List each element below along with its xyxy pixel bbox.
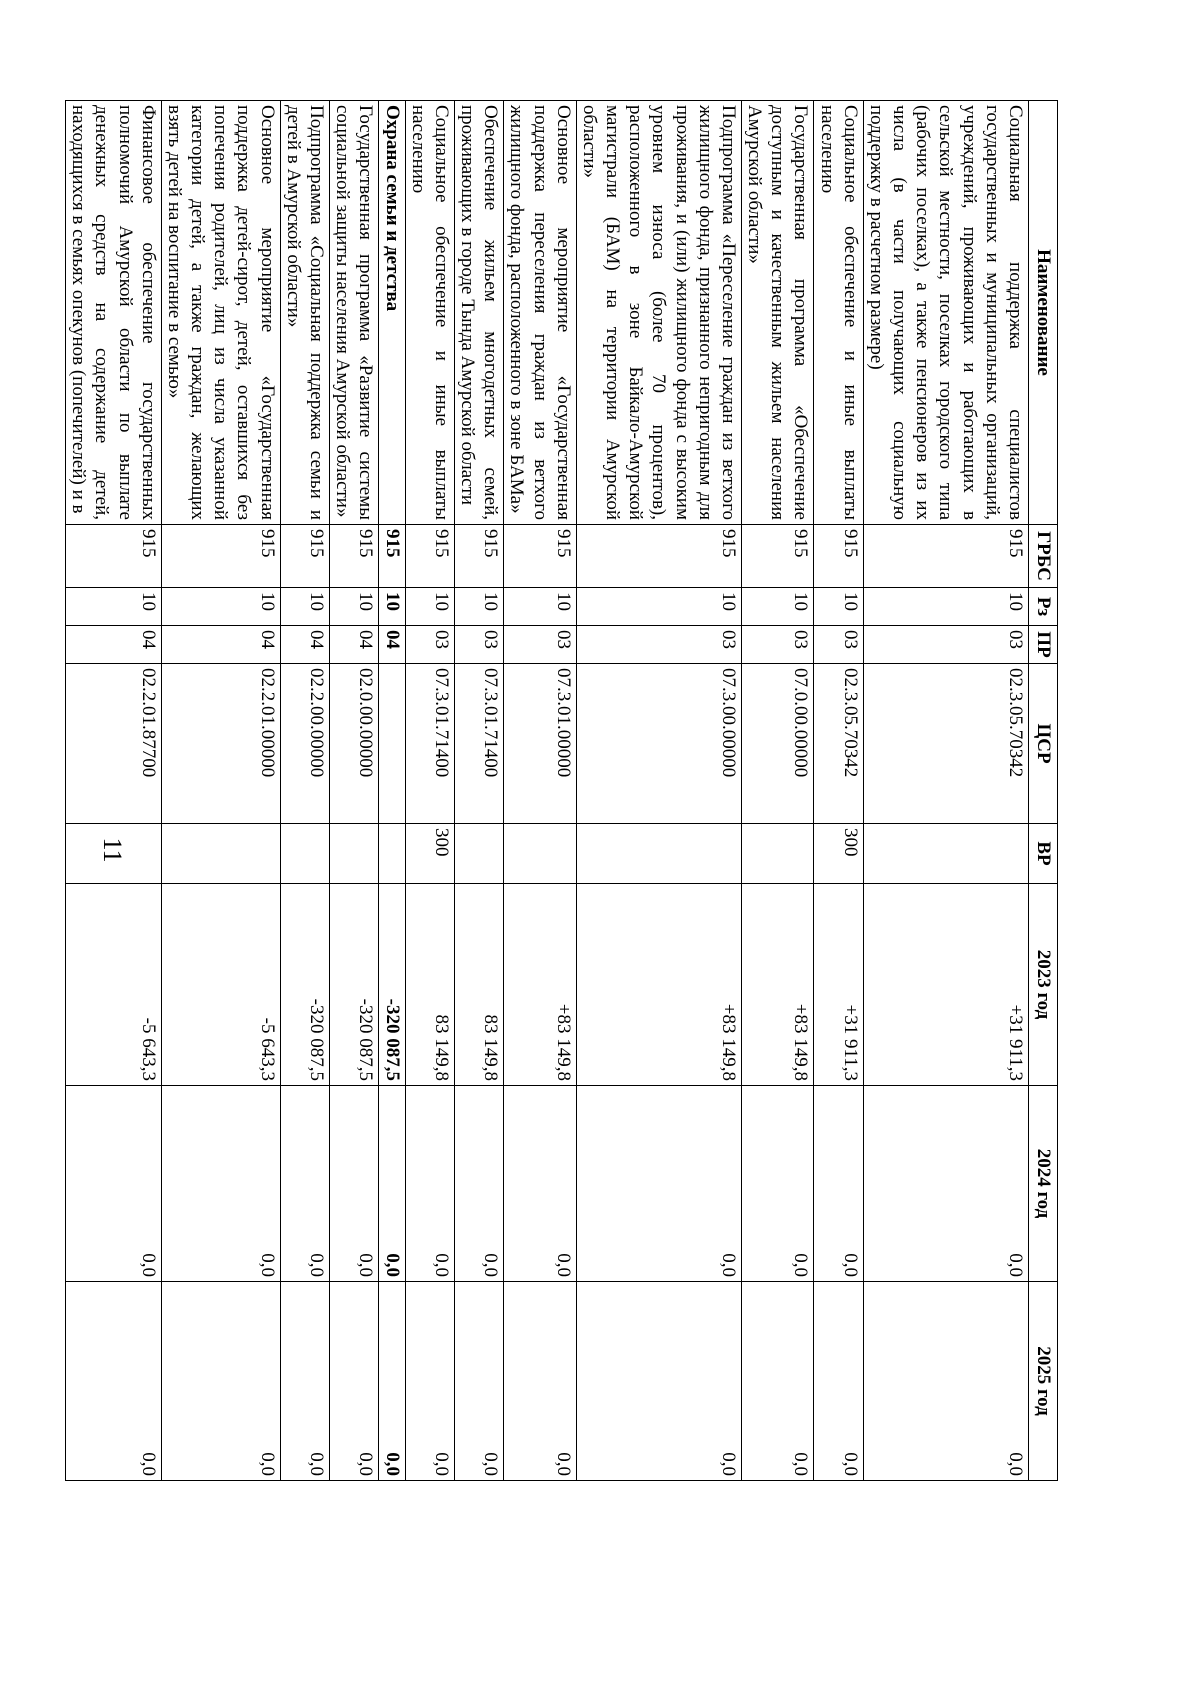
cell-vr: 300 (814, 824, 863, 884)
cell-2025: 0,0 (741, 1282, 814, 1481)
header-rz: Рз (1029, 588, 1058, 626)
cell-grbs: 915 (504, 525, 577, 588)
table-row (330, 101, 379, 1481)
cell-name: Основное мероприятие «Государственная поддержка детей-сирот, детей, оставшихся без попечения родителей, лиц из числа указанной категории детей, а также граждан, желающих взять детей на воспитание в семью» (161, 101, 280, 525)
table-row (814, 101, 863, 1481)
cell-grbs: 915 (741, 525, 814, 588)
cell-csr: 02.0.00.00000 (330, 664, 379, 824)
cell-2024: 0,0 (863, 1086, 1028, 1282)
cell-pr: 03 (576, 626, 741, 664)
cell-pr: 04 (379, 626, 405, 664)
cell-2023: 83 149,8 (405, 884, 454, 1086)
cell-2025: 0,0 (379, 1282, 405, 1481)
budget-table-container (68, 100, 1058, 1480)
cell-2025: 0,0 (161, 1282, 280, 1481)
cell-2023: +31 911,3 (863, 884, 1028, 1086)
cell-rz: 10 (161, 588, 280, 626)
cell-2024: 0,0 (576, 1086, 741, 1282)
cell-vr (330, 824, 379, 884)
cell-pr: 03 (863, 626, 1028, 664)
cell-grbs: 915 (161, 525, 280, 588)
cell-2023: -320 087,5 (379, 884, 405, 1086)
cell-name: Подпрограмма «Переселение граждан из ветхого жилищного фонда, признанного непригодным для проживания, и (или) жилищного фонда с высоким уровнем износа (более 70 процентов), расположенного в зоне Байкало-Амурской магистрали (БАМ) на территории Амурской области» (576, 101, 741, 525)
cell-rz: 10 (741, 588, 814, 626)
cell-pr: 04 (330, 626, 379, 664)
cell-2023: -320 087,5 (330, 884, 379, 1086)
cell-2025: 0,0 (280, 1282, 329, 1481)
cell-csr (379, 664, 405, 824)
cell-csr: 02.2.01.87700 (66, 664, 162, 824)
cell-2023: -320 087,5 (280, 884, 329, 1086)
cell-name: Государственная программа «Развитие системы социальной защиты населения Амурской области» (330, 101, 379, 525)
cell-rz: 10 (330, 588, 379, 626)
cell-vr (379, 824, 405, 884)
cell-vr (66, 824, 162, 884)
table-row (741, 101, 814, 1481)
cell-2024: 0,0 (741, 1086, 814, 1282)
cell-pr: 04 (280, 626, 329, 664)
table-row (379, 101, 405, 1481)
cell-2025: 0,0 (405, 1282, 454, 1481)
header-csr: ЦСР (1029, 664, 1058, 824)
cell-grbs: 915 (66, 525, 162, 588)
cell-grbs: 915 (280, 525, 329, 588)
cell-grbs: 915 (576, 525, 741, 588)
cell-rz: 10 (280, 588, 329, 626)
cell-vr (863, 824, 1028, 884)
table-row (405, 101, 454, 1481)
cell-2024: 0,0 (330, 1086, 379, 1282)
table-row (863, 101, 1028, 1481)
cell-2025: 0,0 (66, 1282, 162, 1481)
header-2025: 2025 год (1029, 1282, 1058, 1481)
cell-rz: 10 (814, 588, 863, 626)
table-row (576, 101, 741, 1481)
cell-csr: 02.2.01.00000 (161, 664, 280, 824)
cell-vr (504, 824, 577, 884)
cell-grbs: 915 (863, 525, 1028, 588)
cell-csr: 02.2.00.00000 (280, 664, 329, 824)
cell-csr: 07.3.01.00000 (504, 664, 577, 824)
cell-csr: 02.3.05.70342 (814, 664, 863, 824)
cell-2023: 83 149,8 (454, 884, 503, 1086)
cell-name: Социальная поддержка специалистов государственных и муниципальных организаций, учреждений, проживающих и работающих в сельской местности, поселках городского типа (рабочих поселках), а также пенсионеров из их числа (в части получающих социальную поддержку в расчетном размере) (863, 101, 1028, 525)
cell-pr: 03 (814, 626, 863, 664)
cell-grbs: 915 (330, 525, 379, 588)
cell-rz: 10 (863, 588, 1028, 626)
cell-vr (741, 824, 814, 884)
cell-2024: 0,0 (161, 1086, 280, 1282)
cell-csr: 07.3.01.71400 (454, 664, 503, 824)
cell-2024: 0,0 (379, 1086, 405, 1282)
cell-2025: 0,0 (454, 1282, 503, 1481)
cell-2024: 0,0 (504, 1086, 577, 1282)
table-row (280, 101, 329, 1481)
cell-name: Охрана семьи и детства (379, 101, 405, 525)
cell-name: Социальное обеспечение и иные выплаты населению (405, 101, 454, 525)
cell-2023: +83 149,8 (576, 884, 741, 1086)
cell-grbs: 915 (379, 525, 405, 588)
cell-vr (280, 824, 329, 884)
cell-pr: 03 (454, 626, 503, 664)
cell-2025: 0,0 (504, 1282, 577, 1481)
cell-vr (161, 824, 280, 884)
cell-name: Финансовое обеспечение государственных полномочий Амурской области по выплате денежных средств на содержание детей, находящихся в семьях опекунов (попечителей) и в (66, 101, 162, 525)
header-name: Наименование (1029, 101, 1058, 525)
cell-2025: 0,0 (814, 1282, 863, 1481)
cell-vr (576, 824, 741, 884)
budget-table (65, 100, 1058, 1481)
cell-2024: 0,0 (814, 1086, 863, 1282)
cell-vr: 300 (405, 824, 454, 884)
cell-csr: 02.3.05.70342 (863, 664, 1028, 824)
cell-rz: 10 (454, 588, 503, 626)
cell-pr: 04 (66, 626, 162, 664)
cell-name: Социальное обеспечение и иные выплаты населению (814, 101, 863, 525)
cell-name: Основное мероприятие «Государственная поддержка переселения граждан из ветхого жилищного фонда, расположенного в зоне БАМа» (504, 101, 577, 525)
cell-rz: 10 (504, 588, 577, 626)
cell-name: Государственная программа «Обеспечение доступным и качественным жильем населения Амурской области» (741, 101, 814, 525)
header-grbs: ГРБС (1029, 525, 1058, 588)
table-row (454, 101, 503, 1481)
cell-2023: -5 643,3 (66, 884, 162, 1086)
header-pr: ПР (1029, 626, 1058, 664)
cell-rz: 10 (405, 588, 454, 626)
cell-2023: +83 149,8 (504, 884, 577, 1086)
header-2023: 2023 год (1029, 884, 1058, 1086)
cell-rz: 10 (576, 588, 741, 626)
cell-2023: +31 911,3 (814, 884, 863, 1086)
cell-grbs: 915 (814, 525, 863, 588)
cell-name: Обеспечение жильем многодетных семей, проживающих в городе Тында Амурской области (454, 101, 503, 525)
header-2024: 2024 год (1029, 1086, 1058, 1282)
cell-csr: 07.0.00.00000 (741, 664, 814, 824)
cell-2024: 0,0 (66, 1086, 162, 1282)
cell-2024: 0,0 (280, 1086, 329, 1282)
cell-rz: 10 (66, 588, 162, 626)
cell-2025: 0,0 (863, 1282, 1028, 1481)
cell-csr: 07.3.01.71400 (405, 664, 454, 824)
table-header-row (1029, 101, 1058, 1481)
cell-csr: 07.3.00.00000 (576, 664, 741, 824)
table-row (161, 101, 280, 1481)
cell-grbs: 915 (454, 525, 503, 588)
cell-2023: +83 149,8 (741, 884, 814, 1086)
cell-2023: -5 643,3 (161, 884, 280, 1086)
cell-2024: 0,0 (405, 1086, 454, 1282)
cell-2025: 0,0 (330, 1282, 379, 1481)
cell-pr: 03 (405, 626, 454, 664)
table-row (66, 101, 162, 1481)
header-vr: ВР (1029, 824, 1058, 884)
cell-pr: 03 (504, 626, 577, 664)
cell-name: Подпрограмма «Социальная поддержка семьи и детей в Амурской области» (280, 101, 329, 525)
cell-2024: 0,0 (454, 1086, 503, 1282)
cell-2025: 0,0 (576, 1282, 741, 1481)
cell-pr: 03 (741, 626, 814, 664)
cell-vr (454, 824, 503, 884)
cell-pr: 04 (161, 626, 280, 664)
page-number: 11 (98, 837, 127, 863)
cell-rz: 10 (379, 588, 405, 626)
table-body (66, 101, 1029, 1481)
table-row (504, 101, 577, 1481)
cell-grbs: 915 (405, 525, 454, 588)
